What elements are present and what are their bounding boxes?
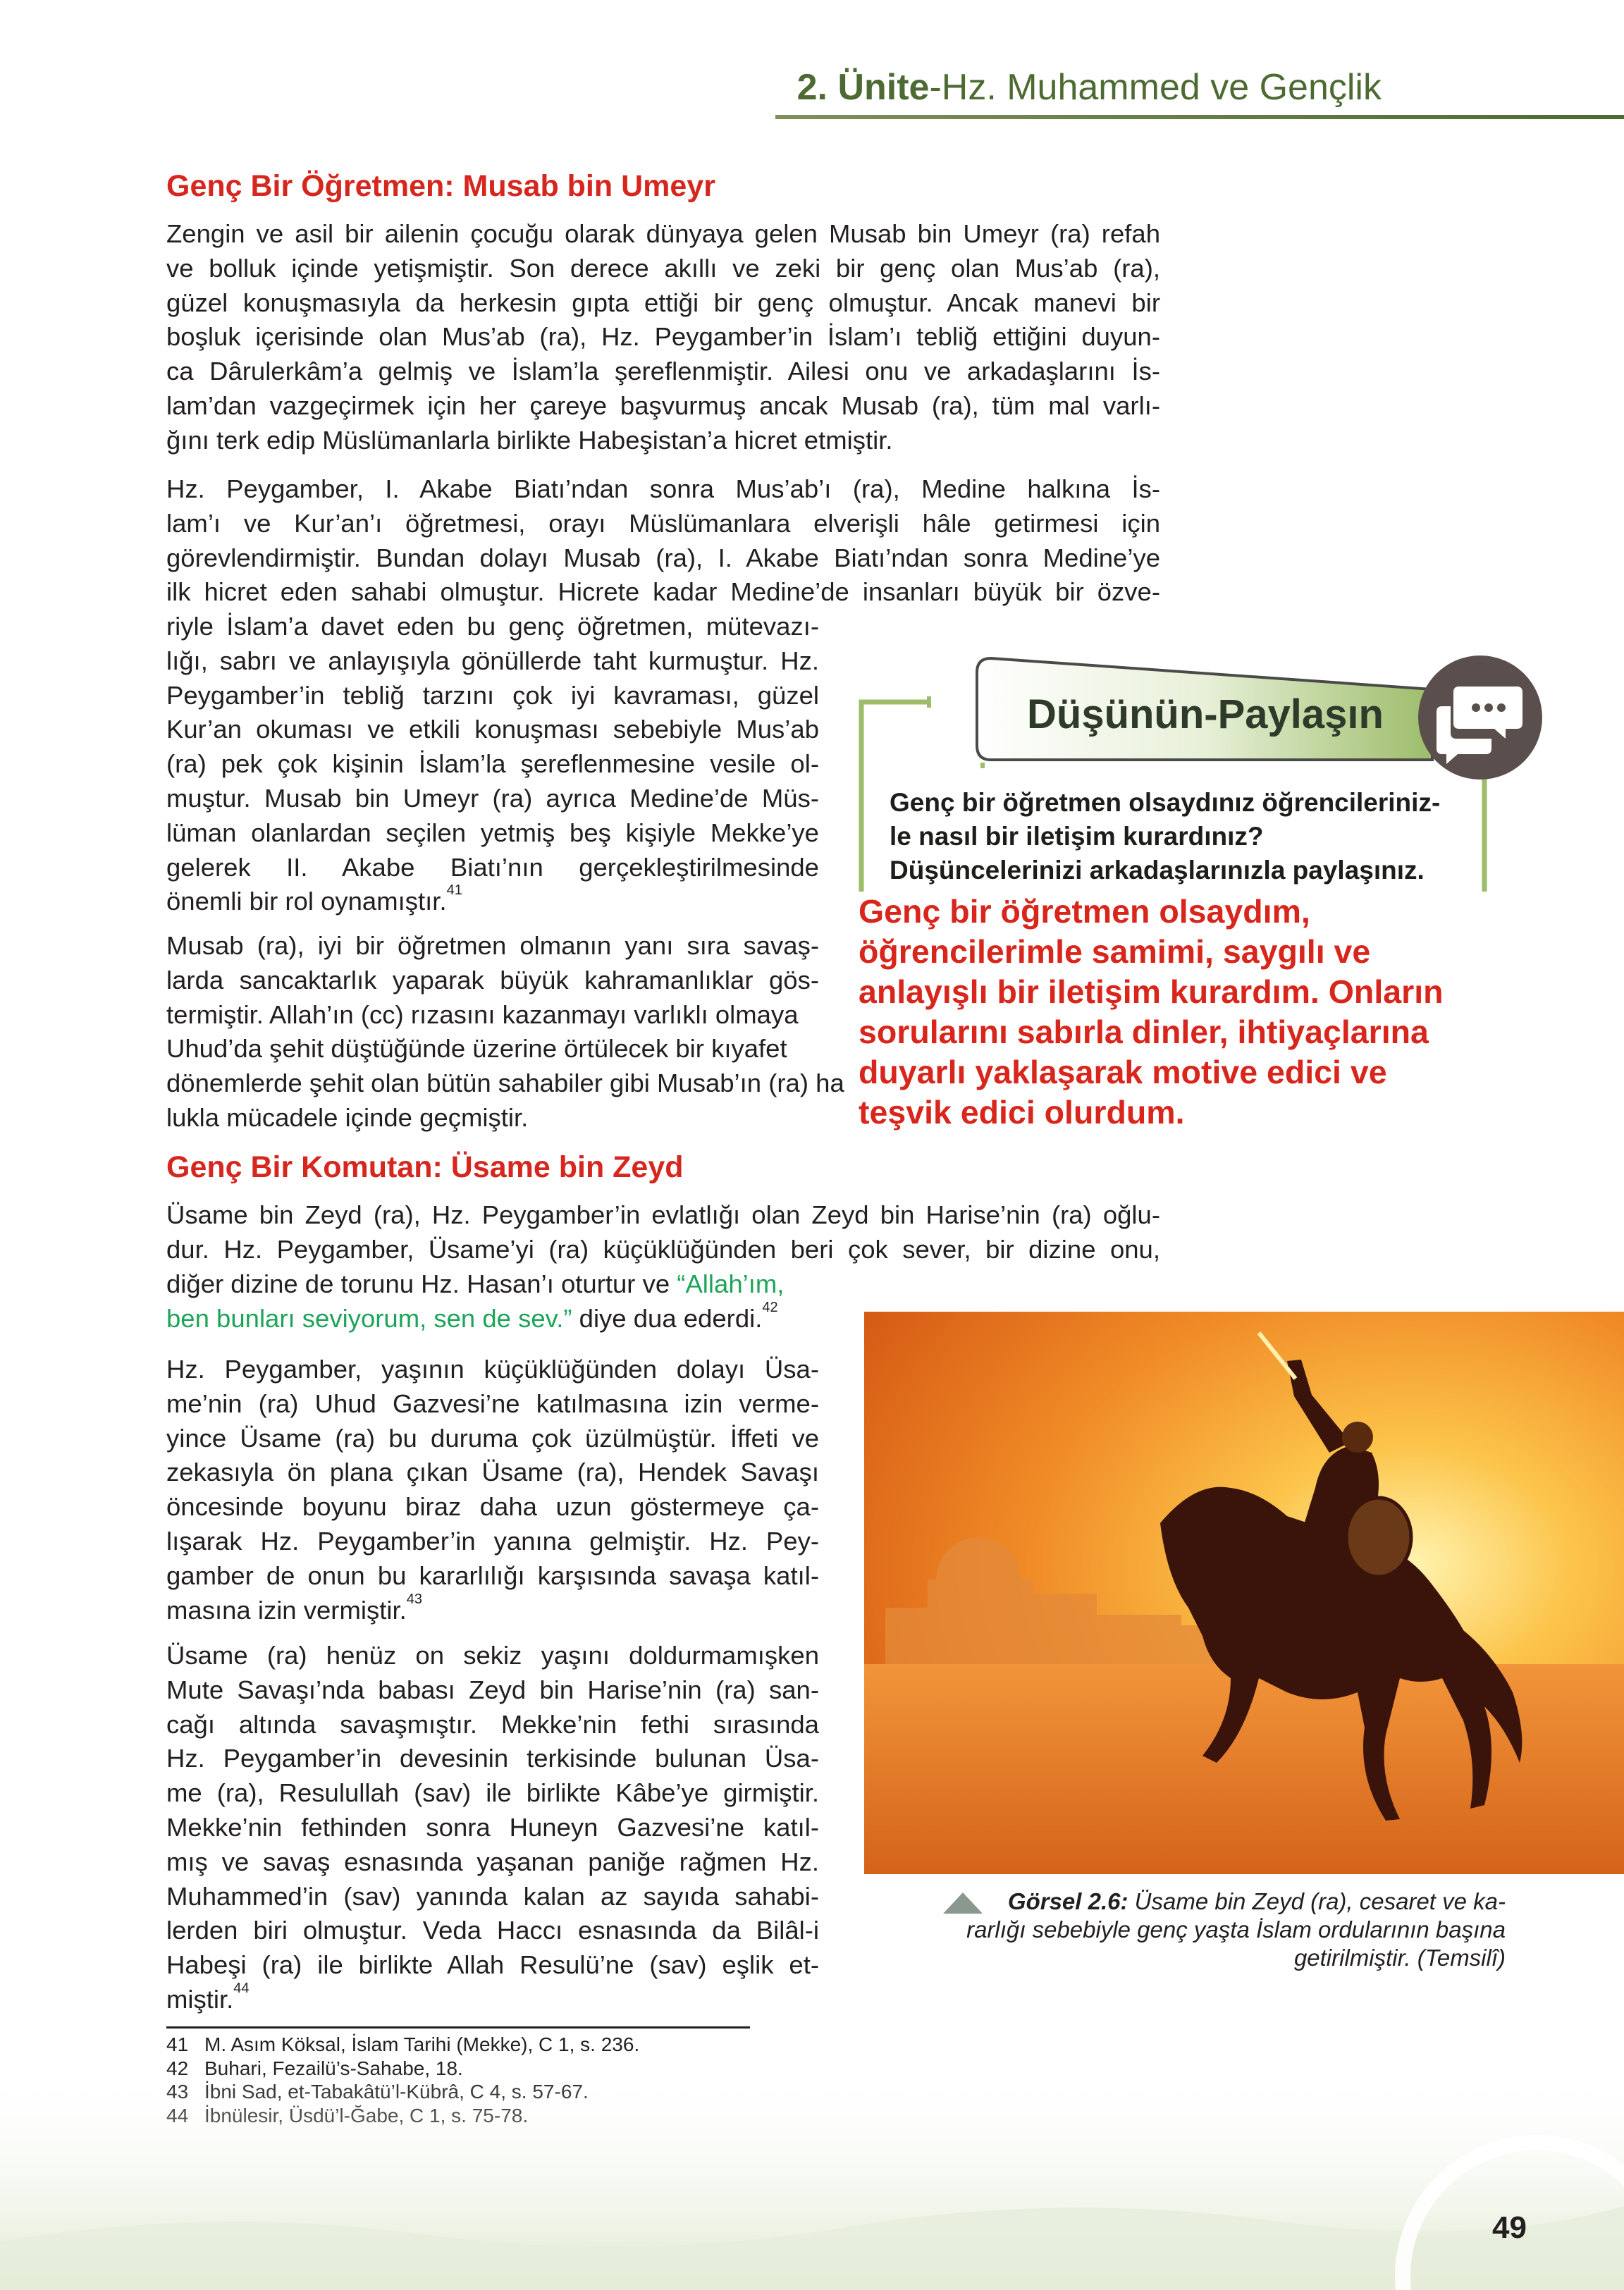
paragraph-musab-3: Musab (ra), iyi bir öğretmen olmanın yanı sıra savaş- larda sancaktarlık yaparak büyük kahramanlıklar gös- termiştir. Allah’ın (cc) rızasını kazanmayı varlıklı olmaya Uhud’da şehit düştüğünde üzerine örtülecek bir kıyafet dönemlerde şehit olan bütün sahabiler gibi Musab’ın (ra) ha lukla mücadele içinde geçmiştir. bbox=[166, 931, 844, 1132]
footnote-ref-41: 41 bbox=[446, 882, 462, 899]
paragraph-usame-1-wide: Üsame bin Zeyd (ra), Hz. Peygamber’in evlatlığı olan Zeyd bin Harise’nin (ra) oğlu- dur. Hz. Peygamber, Üsame’yi (ra) küçüklüğünden beri çok sever, bir dizine onu, bbox=[166, 1200, 1160, 1264]
section-heading-musab: Genç Bir Öğretmen: Musab bin Umeyr bbox=[166, 169, 715, 203]
header-rule bbox=[775, 115, 1624, 119]
figure-caption: Görsel 2.6: Üsame bin Zeyd (ra), cesaret ve ka- rarlığı sebebiyle genç yaşta İslam ordularının başına getirilmiştir. (Temsilî) bbox=[966, 1888, 1506, 1971]
think-box-title: Düşünün-Paylaşın bbox=[1027, 691, 1384, 737]
footnote-rule bbox=[166, 2026, 750, 2029]
unit-number: 2. Ünite bbox=[796, 67, 930, 108]
unit-header bbox=[797, 66, 1382, 109]
paragraph-musab-2-narrow: riyle İslam’a davet eden bu genç öğretmen, mütevazı- lığı, sabrı ve anlayışıyla gönüllerde taht kurmuştur. Hz. Peygamber’in tebliğ tarzını çok iyi kavraması, güzel Kur’an okuması ve etkili konuşması sebebiyle Mus’ab (ra) pek çok kişinin İslam’la şereflenmesine vesile ol- muştur. Musab bin Umeyr (ra) ayrıca Medine’de Müs- lüman olanlardan seçilen yetmiş beş kişiyle Mekke’ye gelerek II. Akabe Biatı’nın gerçekleştirilmesinde önemli bir rol oynamıştır.$^{41}$ bbox=[166, 612, 819, 916]
illustration-usame-horseman bbox=[864, 1312, 1624, 1874]
section-heading-usame: Genç Bir Komutan: Üsame bin Zeyd bbox=[166, 1150, 684, 1184]
paragraph-musab-1: Zengin ve asil bir ailenin çocuğu olarak dünyaya gelen Musab bin Umeyr (ra) refah ve bolluk içinde yetişmiştir. Son derece akıllı ve zeki bir genç olan Mus’ab (ra), güzel konuşmasıyla da herkesin gıpta ettiği bir genç olmuştur. Ancak manevi bir boşluk içerisinde olan Mus’ab (ra), Hz. Peygamber’in İslam’ı tebliğ ettiğini duyun- ca Dârulerkâm’a gelmiş ve İslam’la şereflenmiştir. Ailesi onu ve arkadaşlarını İs- lam’dan vazgeçirmek için her çareye başvurmuş ancak Musab (ra), tüm mal varlı- ğını terk edip Müslümanlarla birlikte Habeşistan’a hicret etmiştir. bbox=[166, 219, 1160, 455]
quote-green-cont: ben bunları seviyorum, sen de sev.” bbox=[166, 1303, 572, 1333]
footnote-41: 41 M. Asım Köksal, İslam Tarihi (Mekke), C 1, s. 236. bbox=[166, 2033, 640, 2055]
student-answer-text: Genç bir öğretmen olsaydım, öğrencilerimle samimi, saygılı ve anlayışlı bir iletişim kurardım. Onların sorularını sabırla dinler, ihtiyaçlarına duyarlı yaklaşarak motive edici ve teşvik edici olurdum. bbox=[859, 892, 1620, 1133]
footer-landscape-decoration bbox=[0, 2065, 1624, 2290]
unit-title: -Hz. Muhammed ve Gençlik bbox=[929, 67, 1382, 108]
footnote-ref-44: 44 bbox=[233, 1980, 250, 1996]
paragraph-usame-3: Üsame (ra) henüz on sekiz yaşını doldurmamışken Mute Savaşı’nda babası Zeyd bin Harise’nin (ra) san- cağı altında savaşmıştır. Mekke’nin fethi sırasında Hz. Peygamber’in devesinin terkisinde bulunan Üsa- me (ra), Resulullah (sav) ile birlikte Kâbe’ye girmiştir. Mekke’nin fethinden sonra Huneyn Gazvesi’ne katıl- mış ve savaş esnasında yaşanan paniğe rağmen Hz. Muhammed’in (sav) yanında kalan az sayıda sahabi- lerden biri olmuştur. Veda Haccı esnasında da Bilâl-i Habeşi (ra) ile birlikte Allah Resulü’ne (sav) eşlik et- miştir.$^{44}$ bbox=[166, 1641, 819, 2014]
paragraph-usame-1-narrow: diğer dizine de torunu Hz. Hasan’ı oturtur ve “Allah’ım, ben bunları seviyorum, sen de sev.” diye dua ederdi.$^{42}$ bbox=[166, 1269, 785, 1333]
think-box-question: Genç bir öğretmen olsaydınız öğrencileriniz- le nasıl bir iletişim kurardınız? Düşüncelerinizi arkadaşlarınızla paylaşınız. bbox=[890, 788, 1441, 885]
chat-bubbles-icon bbox=[1418, 655, 1542, 780]
paragraph-usame-2: Hz. Peygamber, yaşının küçüklüğünden dolayı Üsa- me’nin (ra) Uhud Gazvesi’ne katılmasına izin verme- yince Üsame (ra) bu duruma çok üzülmüştür. İffeti ve zekasıyla ön plana çıkan Üsame (ra), Hendek Savaşı öncesinde boyunu biraz daha uzun göstermeye ça- lışarak Hz. Peygamber’in yanına gelmiştir. Hz. Pey- gamber de onun bu kararlılığı karşısında savaşa katıl- masına izin vermiştir.$^{43}$ bbox=[166, 1355, 819, 1625]
caption-label: Görsel 2.6: bbox=[1007, 1888, 1128, 1914]
quote-green: “Allah’ım, bbox=[677, 1269, 785, 1298]
paragraph-musab-2-wide: Hz. Peygamber, I. Akabe Biatı’ndan sonra Mus’ab’ı (ra), Medine halkına İs- lam’ı ve Kur’an’ı öğretmesi, orayı Müslümanlara elverişli hâle getirmesi için görevlendirmiştir. Bundan dolayı Musab (ra), I. Akabe Biatı’ndan sonra Medine’ye ilk hicret eden sahabi olmuştur. Hicrete kadar Medine’de insanları büyük bir özve- bbox=[166, 474, 1160, 607]
page-number: 49 bbox=[1492, 2210, 1527, 2245]
footnote-ref-43: 43 bbox=[406, 1591, 422, 1607]
footnote-ref-42: 42 bbox=[762, 1299, 778, 1315]
